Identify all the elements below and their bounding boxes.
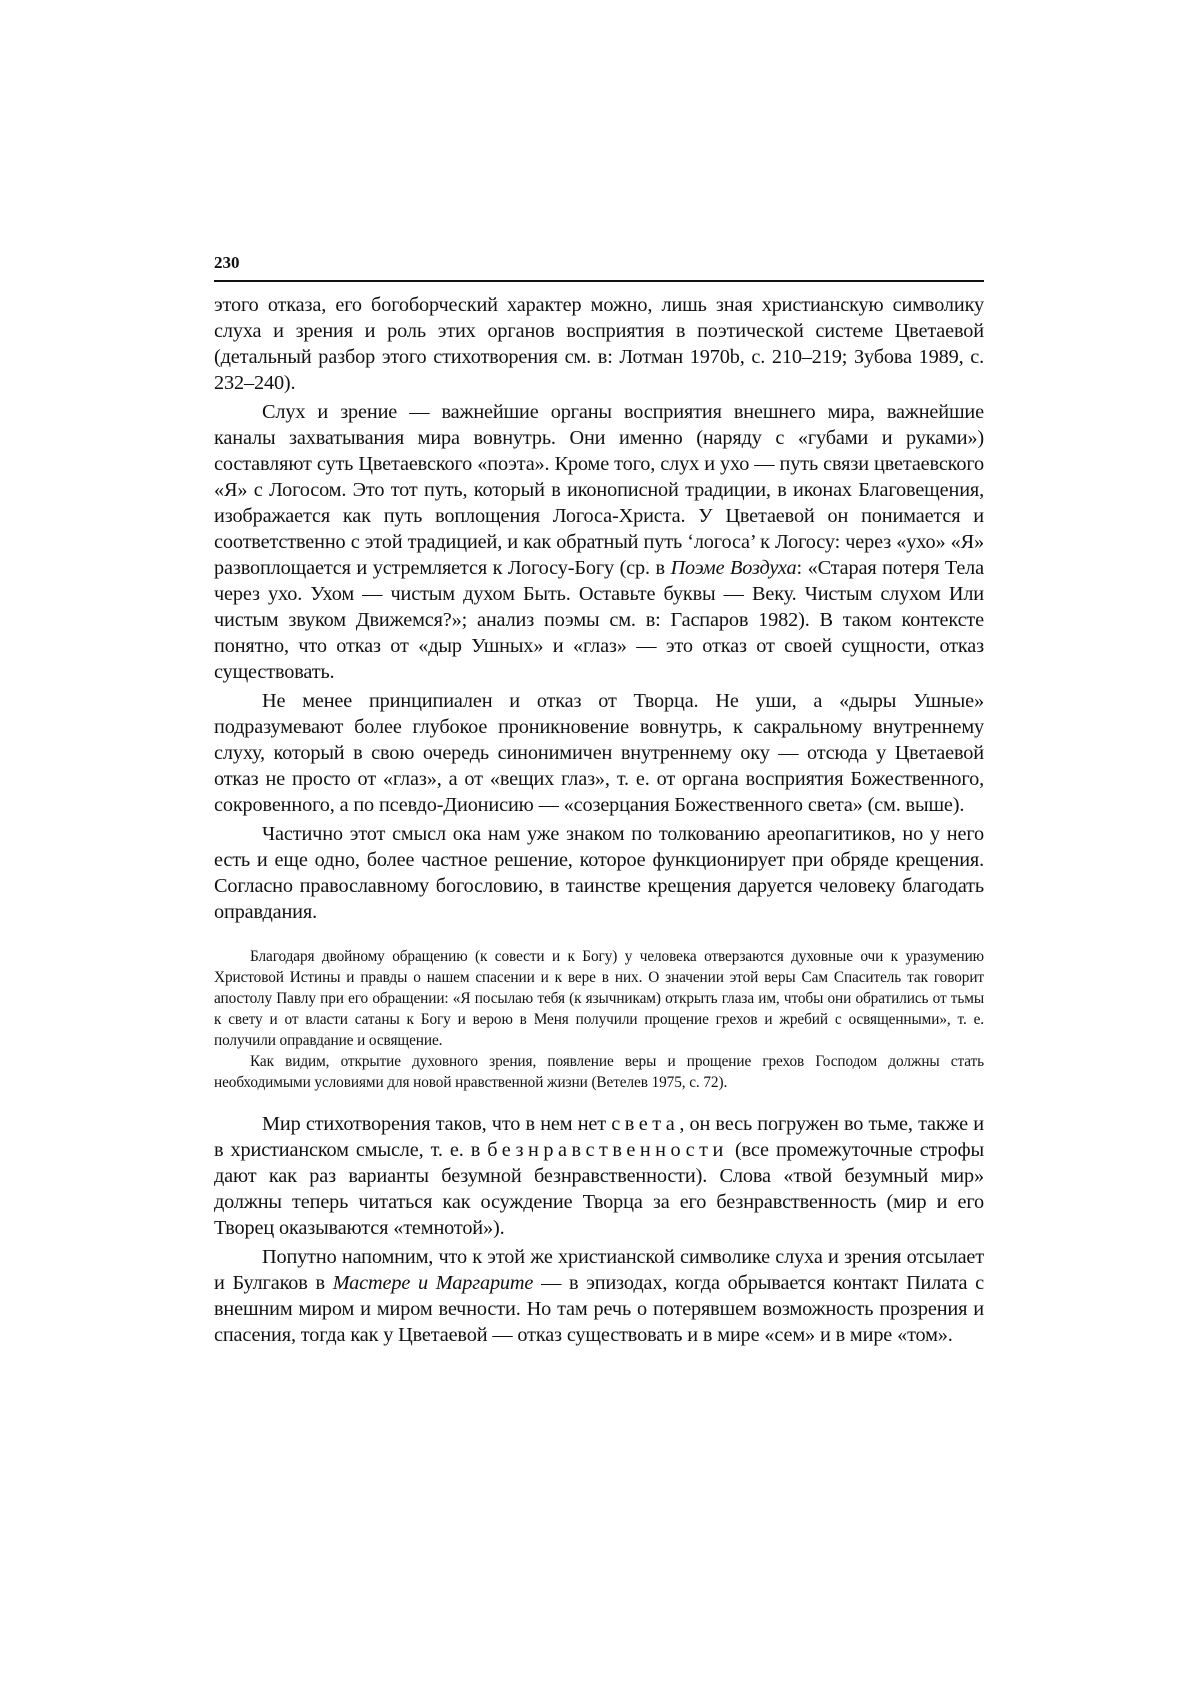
text-run: : «Старая потеря Тела через ухо. Ухом — чистым духом Быть. Оставьте буквы — Веку. Чистым слухом Или чистым звуком Движемся?»; анализ поэмы см. в: Гаспаров 1982). В таком контексте понятно, что отказ от «дыр Ушных» и «глаз» — это отказ от своей сущности, отказ существовать.	[214, 557, 984, 683]
text-run: — в эпизодах, когда обрывается контакт Пилата с внешним миром и миром вечности. Но там речь о потерявшем возможность прозрения и спасения, тогда как у Цветаевой — отказ существовать и в мире «сем» и в мире «том».	[214, 1272, 985, 1346]
page-number: 230	[214, 253, 240, 272]
page-header	[214, 253, 984, 283]
paragraph	[214, 688, 984, 818]
italic-title: Мастере и Маргарите	[332, 1272, 534, 1294]
paragraph	[214, 399, 984, 685]
text-run: Мир стихотворения таков, что в нем нет	[262, 1113, 612, 1135]
paragraphs-bottom	[214, 1111, 984, 1348]
paragraph	[214, 292, 984, 396]
text-run: (все промежуточные строфы дают как раз варианты безумной безнравственности). Слова «твой безумный мир» должны теперь читаться как осуждение Творца за его безнравственность (мир и его Творец оказываются «темнотой»).	[214, 1139, 984, 1239]
quote-paragraph: Как видим, открытие духовного зрения, появление веры и прощение грехов Господом должны стать необходимыми условиями для новой нравственной жизни (Ветелев 1975, с. 72).	[214, 1053, 984, 1091]
spaced-emphasis: света	[611, 1113, 680, 1135]
italic-title: Поэме Воздуха	[670, 557, 797, 579]
paragraph	[214, 821, 984, 925]
text-run: Частично этот смысл ока нам уже знаком по толкованию ареопагитиков, но у него есть и еще одно, более частное решение, которое функционирует при обряде крещения. Согласно православному богословию, в таинстве крещения даруется человеку благодать оправдания.	[214, 823, 984, 923]
paragraph	[214, 1111, 984, 1241]
paragraphs-top	[214, 292, 984, 925]
text-run: этого отказа, его богоборческий характер можно, лишь зная христианскую символику слуха и зрения и роль этих органов восприятия в поэтической системе Цветаевой (детальный разбор этого стихотворения см. в: Лотман 1970b, с. 210–219; Зубова 1989, с. 232–240).	[214, 294, 984, 394]
text-run: Не менее принципиален и отказ от Творца. Не уши, а «дыры Ушные» подразумевают более глубокое проникновение вовнутрь, к сакральному внутреннему слуху, который в свою очередь синонимичен внутреннему оку — отсюда у Цветаевой отказ не просто от «глаз», а от «вещих глаз», т. е. от органа восприятия Божественного, сокровенного, а по псевдо-Дионисию — «созерцания Божественного света» (см. выше).	[214, 690, 984, 816]
quote-paragraph: Благодаря двойному обращению (к совести и к Богу) у человека отверзаются духовные очи к уразумению Христовой Истины и правды о нашем спасении и к вере в них. О значении этой веры Сам Спаситель так говорит апостолу Павлу при его обращении: «Я посылаю тебя (к язычникам) открыть глаза им, чтобы они обратились от тьмы к свету и от власти сатаны к Богу и верою в Меня получили прощение грехов и жребий с освященными», т. е. получили оправдание и освящение.	[214, 948, 984, 1049]
text-run: Попутно напомним, что к этой же христианской символике слуха и зрения отсылает и Булгаков в	[214, 1246, 984, 1294]
text-run: , он весь погружен во тьме, также и в христианском смысле, т. е. в	[214, 1113, 984, 1161]
text-run: Слух и зрение — важнейшие органы восприятия внешнего мира, важнейшие каналы захватывания мира вовнутрь. Они именно (наряду с «губами и руками») составляют суть Цветаевского «поэта». Кроме того, слух и ухо — путь связи цветаевского «Я» с Логосом. Это тот путь, который в иконописной традиции, в иконах Благовещения, изображается как путь воплощения Логоса-Христа. У Цветаевой он понимается и соответственно с этой традицией, и как обратный путь ‘логоса’ к Логосу: через «ухо» «Я» развоплощается и устремляется к Логосу-Богу (ср. в	[214, 401, 984, 579]
quotation-block	[214, 946, 984, 1093]
header-rule	[214, 280, 984, 282]
book-page	[214, 253, 984, 1351]
paragraph	[214, 1244, 984, 1348]
spaced-emphasis: безнравственности	[487, 1139, 728, 1161]
main-text	[214, 292, 984, 1348]
